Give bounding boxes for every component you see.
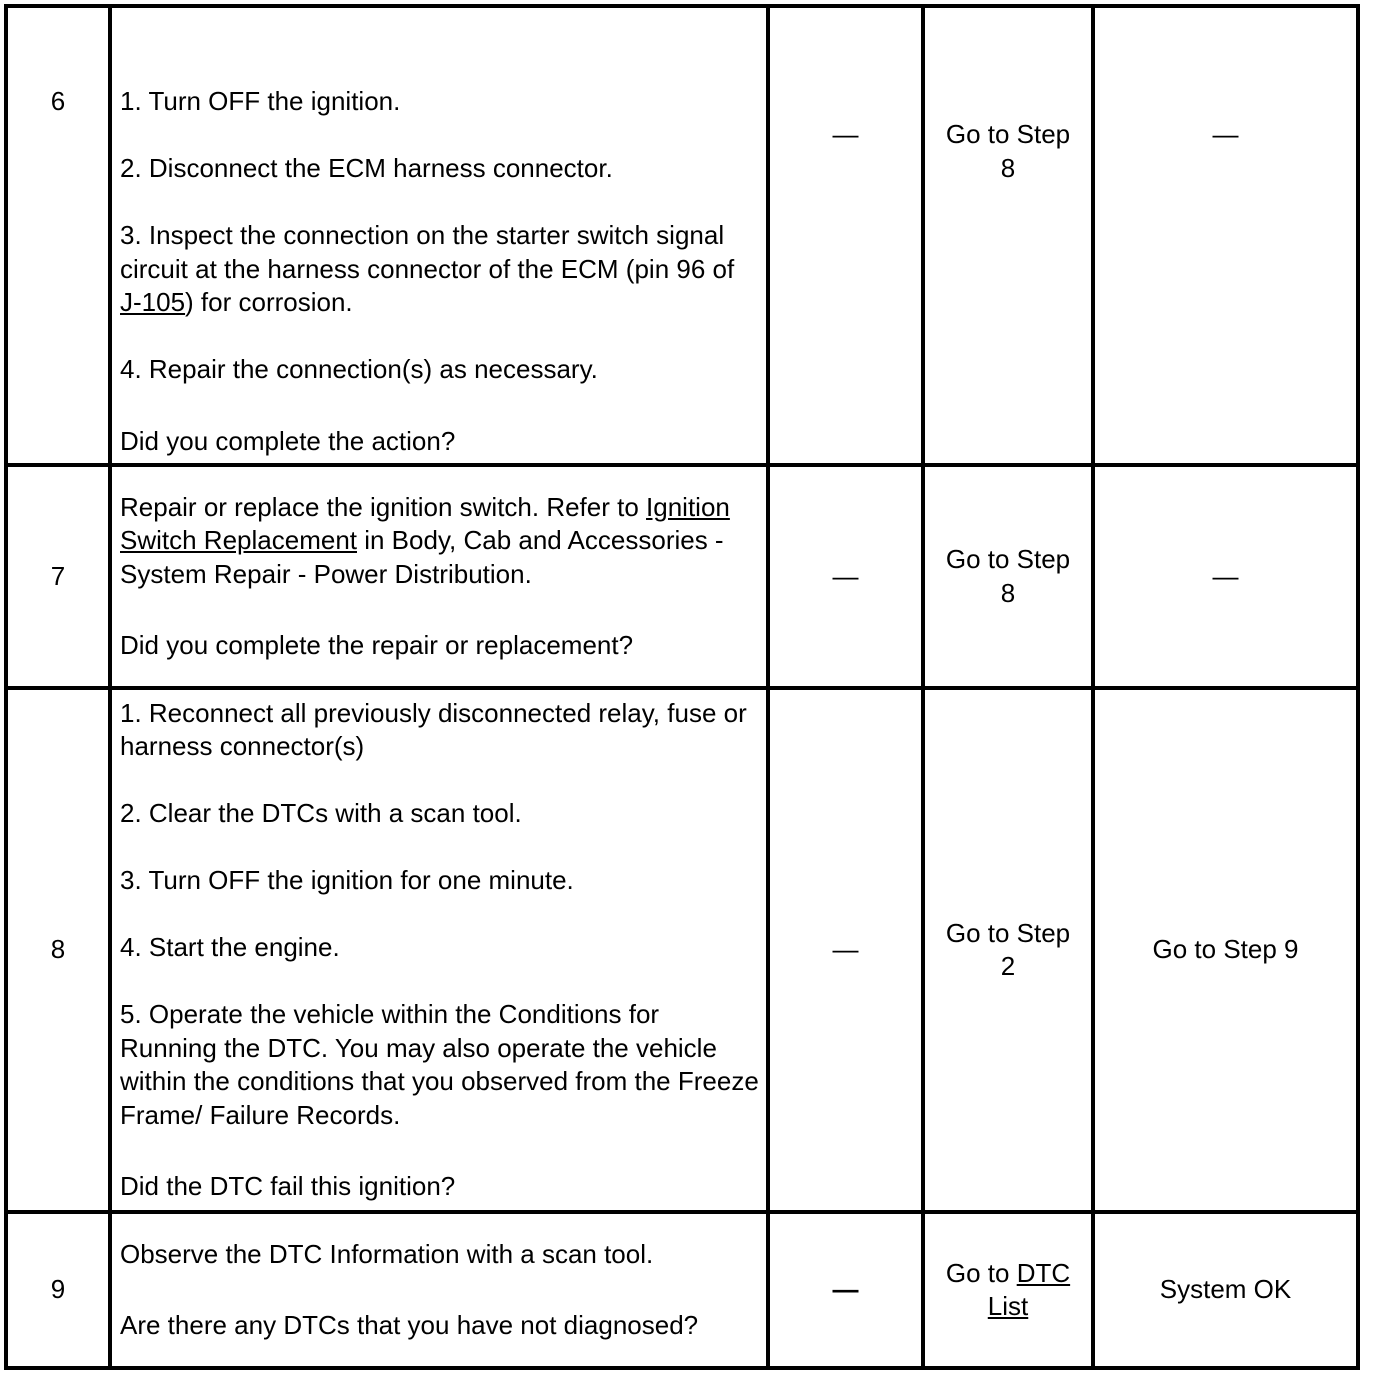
action-question: Are there any DTCs that you have not diagnosed? <box>120 1310 699 1340</box>
action-step-3-text-a: 3. Inspect the connection on the starter switch signal circuit at the harness connector of the ECM (pin 96 of <box>120 220 735 284</box>
step-number: 9 <box>6 1212 110 1368</box>
value-dash: — <box>832 560 859 591</box>
action-instruction <box>120 491 760 592</box>
action-question: Did you complete the action? <box>120 425 456 456</box>
action-step-4: 4. Start the engine. <box>120 932 340 962</box>
yes-cell: Go to Step 8 <box>923 6 1093 465</box>
action-step-3 <box>120 219 760 320</box>
action-cell <box>110 6 768 465</box>
action-instruction-text-b: in Body, Cab and Accessories - System Repair - Power Distribution. <box>120 525 724 589</box>
table-row-step-8 <box>6 688 1358 1212</box>
yes-cell-text: Go to <box>945 1257 1017 1288</box>
value-cell <box>768 6 923 465</box>
yes-cell <box>923 1212 1093 1368</box>
no-dash: — <box>1212 119 1239 149</box>
diagnostic-table <box>4 4 1360 1370</box>
action-step-3-text-b: ) for corrosion. <box>185 287 353 317</box>
ignition-switch-replacement-link[interactable]: Ignition Switch Replacement <box>120 491 730 555</box>
value-dash: — <box>832 119 859 149</box>
value-dash: — <box>832 934 859 965</box>
no-cell: System OK <box>1093 1212 1358 1368</box>
action-cell <box>110 688 768 1212</box>
no-cell: Go to Step 9 <box>1093 688 1358 1212</box>
yes-cell: Go to Step 2 <box>923 688 1093 1212</box>
action-step-3: 3. Turn OFF the ignition for one minute. <box>120 865 574 895</box>
value-dash: — <box>832 1274 859 1305</box>
action-step-1: 1. Turn OFF the ignition. <box>120 86 401 116</box>
action-step-1: 1. Reconnect all previously disconnected relay, fuse or harness connector(s) <box>120 697 747 761</box>
step-number: 7 <box>6 465 110 688</box>
table-row-step-6 <box>6 6 1358 465</box>
action-cell <box>110 1212 768 1368</box>
action-step-5: 5. Operate the vehicle within the Conditions for Running the DTC. You may also operate the vehicle within the conditions that you observed from the Freeze Frame/ Failure Records. <box>120 999 759 1130</box>
tool-reference-link[interactable]: J-105 <box>120 287 186 317</box>
no-dash: — <box>1212 560 1239 591</box>
action-question: Did you complete the repair or replacement? <box>120 630 634 660</box>
action-step-2: 2. Clear the DTCs with a scan tool. <box>120 798 522 828</box>
yes-cell: Go to Step 8 <box>923 465 1093 688</box>
no-cell <box>1093 6 1358 465</box>
no-cell <box>1093 465 1358 688</box>
step-number: 6 <box>6 6 110 465</box>
action-step-2: 2. Disconnect the ECM harness connector. <box>120 153 613 183</box>
action-question: Did the DTC fail this ignition? <box>120 1171 456 1201</box>
value-cell <box>768 1212 923 1368</box>
dtc-list-link[interactable]: DTC List <box>987 1257 1071 1321</box>
value-cell <box>768 688 923 1212</box>
table-row-step-7 <box>6 465 1358 688</box>
action-cell <box>110 465 768 688</box>
value-cell <box>768 465 923 688</box>
table-row-step-9 <box>6 1212 1358 1368</box>
action-instruction: Observe the DTC Information with a scan tool. <box>120 1238 654 1269</box>
action-instruction-text-a: Repair or replace the ignition switch. Refer to <box>120 491 647 522</box>
action-step-4: 4. Repair the connection(s) as necessary. <box>120 354 598 384</box>
step-number: 8 <box>6 688 110 1212</box>
